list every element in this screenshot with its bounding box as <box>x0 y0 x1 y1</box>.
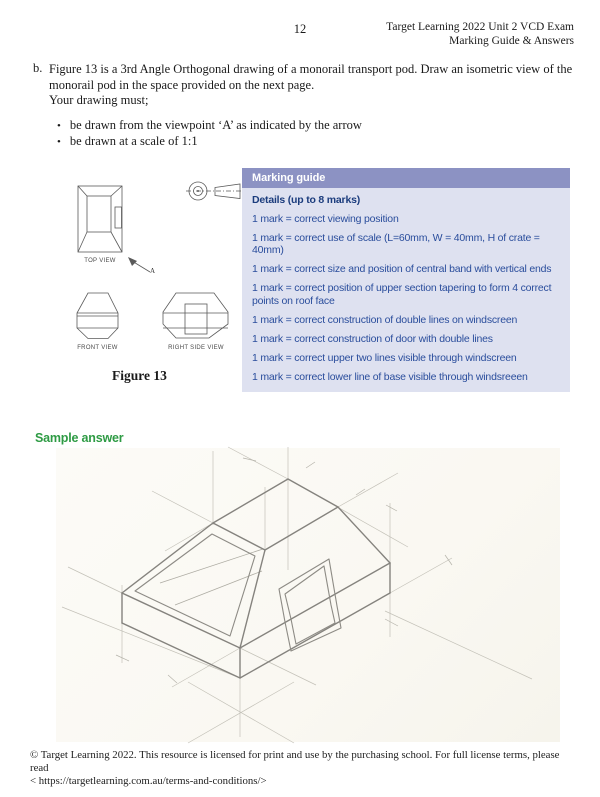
right-side-view-drawing <box>163 293 228 338</box>
marking-guide-item: 1 mark = correct lower line of base visible through windsreeen <box>252 370 528 383</box>
top-view-drawing <box>78 186 122 252</box>
marking-guide-item: 1 mark = correct upper two lines visible through windscreen <box>252 351 517 364</box>
marking-guide-body <box>242 188 570 392</box>
bullet-item <box>57 118 537 134</box>
viewpoint-arrow-icon <box>128 257 150 272</box>
front-view-label: FRONT VIEW <box>77 345 118 351</box>
top-view-label: TOP VIEW <box>84 258 116 264</box>
header-title: Target Learning 2022 Unit 2 VCD Exam <box>386 21 574 33</box>
marking-guide-box <box>242 168 570 392</box>
question-subtext: Your drawing must; <box>49 93 149 107</box>
marking-guide-item: 1 mark = correct size and position of central band with vertical ends <box>252 263 552 275</box>
marking-guide-item: 1 mark = correct use of scale (L=60mm, W = 40mm, H of crate = 40mm) <box>252 231 540 256</box>
bullet-icon <box>57 118 61 132</box>
marking-guide-subtitle: Details (up to 8 marks) <box>252 194 361 206</box>
question-text: Figure 13 is a 3rd Angle Orthogonal drawing of a monorail transport pod. Draw an isometric view of the monorail pod in the space provided on the next page. <box>49 62 573 92</box>
viewpoint-a-label: A <box>150 267 156 275</box>
front-view-drawing <box>77 293 118 339</box>
lines-visible-through-windscreen <box>160 549 263 605</box>
bullet-text: be drawn from the viewpoint ‘A’ as indicated by the arrow <box>69 118 362 132</box>
construction-lines <box>62 447 532 743</box>
sample-answer-label: Sample answer <box>35 431 124 445</box>
door-double-lines <box>279 559 341 651</box>
marking-guide-item: 1 mark = correct construction of door with double lines <box>252 332 493 345</box>
bullet-item <box>57 134 537 150</box>
construction-tick-marks <box>116 458 452 683</box>
bullet-text: be drawn at a scale of 1:1 <box>69 134 198 148</box>
isometric-pod-drawing <box>60 445 560 745</box>
license-footer <box>30 749 575 788</box>
marking-guide-title: Marking guide <box>242 168 570 188</box>
pod-outline <box>122 479 390 678</box>
third-angle-projection-icon <box>186 182 245 200</box>
footer-line: < https://targetlearning.com.au/terms-and-conditions/> <box>30 775 267 787</box>
question-label: b. <box>33 61 43 75</box>
bullet-icon <box>57 134 61 148</box>
marking-guide-item: 1 mark = correct position of upper section tapering to form 4 correct points on roof face <box>252 282 552 307</box>
marking-guide-item: 1 mark = correct viewing position <box>252 212 399 225</box>
windscreen-double-lines <box>135 534 255 636</box>
document-header <box>274 20 574 48</box>
figure-caption: Figure 13 <box>112 368 167 383</box>
header-subtitle: Marking Guide & Answers <box>449 35 574 47</box>
marking-guide-item: 1 mark = correct construction of double lines on windscreen <box>252 313 518 326</box>
page-number: 12 <box>293 22 307 36</box>
right-side-view-label: RIGHT SIDE VIEW <box>168 345 224 351</box>
footer-line: © Target Learning 2022. This resource is licensed for print and use by the purchasing school. For full license terms, please read <box>30 749 560 774</box>
